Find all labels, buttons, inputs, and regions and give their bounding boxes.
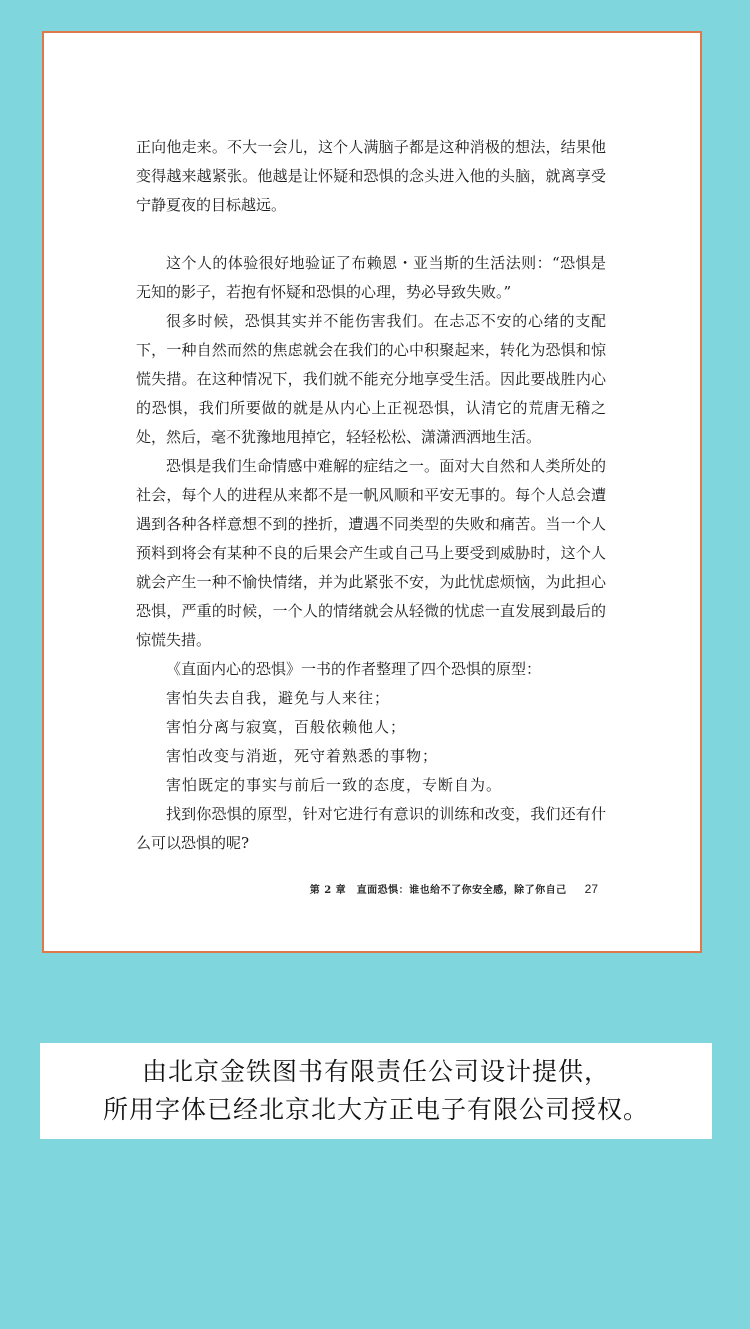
page-number: 27 [584,882,598,896]
paragraph-2: 这个人的体验很好地验证了布赖恩・亚当斯的生活法则：“恐惧是无知的影子，若抱有怀疑和恐惧的心理，势必导致失败。” [136,254,606,301]
paragraph-5: 《直面内心的恐惧》一书的作者整理了四个恐惧的原型： [166,660,542,678]
archetype-item: 害怕既定的事实与前后一致的态度，专断自为。 [166,776,503,794]
archetype-item: 害怕分离与寂寞，百般依赖他人； [166,718,407,736]
book-page [42,31,702,953]
paragraph-3: 很多时候，恐惧其实并不能伤害我们。在忐忑不安的心绪的支配下，一种自然而然的焦虑就会在我们的心中积聚起来，转化为恐惧和惊慌失措。在这种情况下，我们就不能充分地享受生活。因此要战胜内心的恐惧，我们所要做的就是从内心上正视恐惧，认清它的荒唐无稽之处，然后，毫不犹豫地甩掉它，轻轻松松、潇潇洒洒地生活。 [136,312,606,446]
credit-line-1: 由北京金铁图书有限责任公司设计提供， [141,1057,610,1086]
paragraph-1: 正向他走来。不大一会儿，这个人满脑子都是这种消极的想法，结果他变得越来越紧张。他越是让怀疑和恐惧的念头进入他的头脑，就离享受宁静夏夜的目标越远。 [136,138,606,214]
credit-box [40,1043,712,1139]
chapter-title: 第 2 章 直面恐惧：谁也给不了你安全感，除了你自己 [309,885,567,896]
paragraph-4: 恐惧是我们生命情感中难解的症结之一。面对大自然和人类所处的社会，每个人的进程从来都不是一帆风顺和平安无事的。每个人总会遭遇到各种各样意想不到的挫折，遭遇不同类型的失败和痛苦。当一个人预料到将会有某种不良的后果会产生或自己马上要受到威胁时，这个人就会产生一种不愉快情绪，并为此紧张不安，为此忧虑烦恼，为此担心恐惧，严重的时候，一个人的情绪就会从轻微的忧虑一直发展到最后的惊慌失措。 [136,457,606,649]
credit-line-2: 所用字体已经北京北大方正电子有限公司授权。 [102,1095,649,1124]
page-body [136,133,606,858]
page-footer [310,881,598,896]
archetype-item: 害怕改变与消逝，死守着熟悉的事物； [166,747,439,765]
closing-paragraph: 找到你恐惧的原型，针对它进行有意识的训练和改变，我们还有什么可以恐惧的呢? [136,805,606,852]
archetype-item: 害怕失去自我，避免与人来往； [166,689,391,707]
